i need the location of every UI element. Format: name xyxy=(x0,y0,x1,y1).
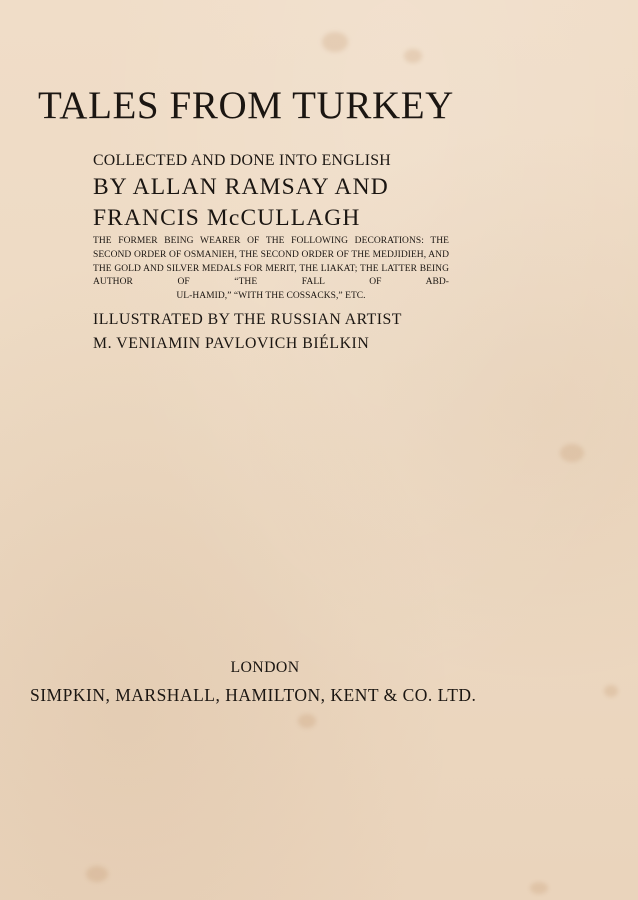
book-title: TALES FROM TURKEY xyxy=(38,84,454,127)
illustrated-line-2: M. VENIAMIN PAVLOVICH BIÉLKIN xyxy=(93,335,370,352)
paper-foxing-spot xyxy=(86,866,108,882)
authors-line-1: BY ALLAN RAMSAY AND xyxy=(93,174,389,200)
decorations-paragraph xyxy=(93,235,449,304)
publisher-line: SIMPKIN, MARSHALL, HAMILTON, KENT & CO. LTD. xyxy=(30,685,477,705)
paper-foxing-spot xyxy=(298,714,316,728)
decorations-text-main: THE FORMER BEING WEARER OF THE FOLLOWING DECORATIONS: THE SECOND ORDER OF OSMANIEH, THE SECOND ORDER OF THE MEDJIDIEH, AND THE GOLD AND SILVER MEDALS FOR MERIT, THE LIAKAT; THE LATTER BEING AUTHOR OF “THE FALL OF ABD- xyxy=(93,236,449,288)
paper-foxing-spot xyxy=(530,882,548,894)
decorations-text-last: UL-HAMID,” “WITH THE COSSACKS,” ETC. xyxy=(176,291,366,302)
illustrated-line-1: ILLUSTRATED BY THE RUSSIAN ARTIST xyxy=(93,311,402,328)
publication-place: LONDON xyxy=(230,659,300,676)
paper-foxing-spot xyxy=(322,32,348,52)
paper-foxing-spot xyxy=(560,444,584,462)
authors-line-2: FRANCIS McCULLAGH xyxy=(93,205,361,231)
paper-foxing-spot xyxy=(604,685,618,697)
collected-line: COLLECTED AND DONE INTO ENGLISH xyxy=(93,152,391,169)
paper-foxing-spot xyxy=(404,49,422,63)
